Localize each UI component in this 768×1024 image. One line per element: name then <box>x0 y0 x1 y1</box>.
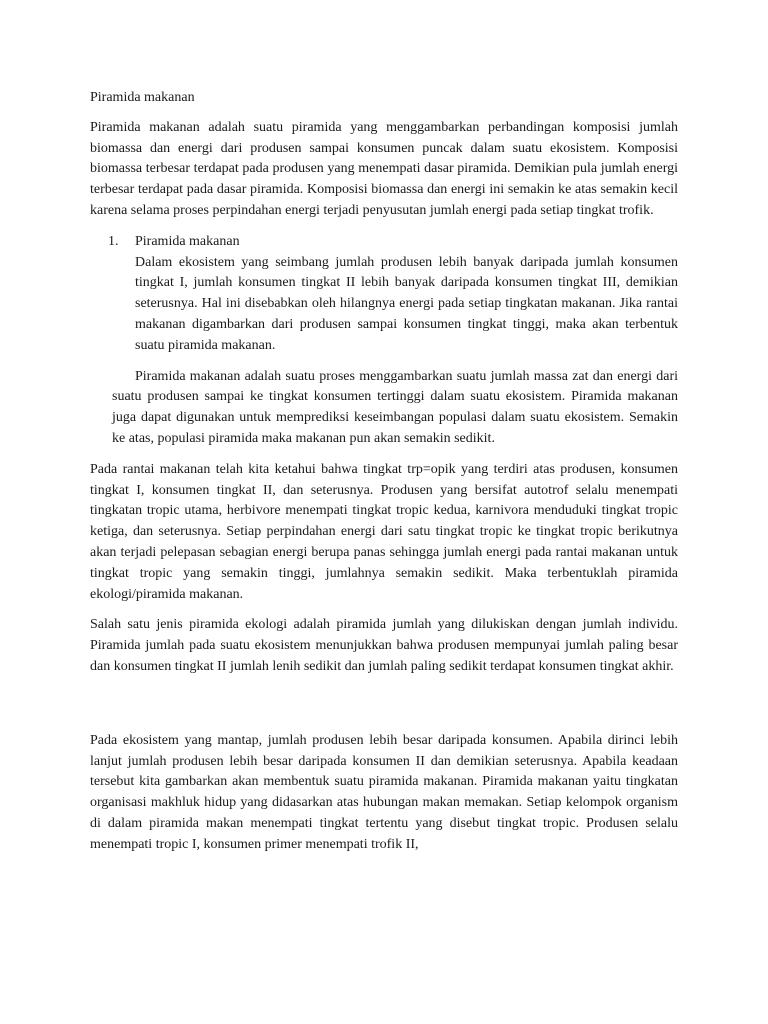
list-item-body: Dalam ekosistem yang seimbang jumlah produsen lebih banyak daripada jumlah konsumen tingkat I, jumlah konsumen tingkat II lebih banyak daripada konsumen tingkat III, demikian seterusnya. Hal ini disebabkan oleh hilangnya energi pada setiap tingkatan makanan. Jika rantai makanan digambarkan dari produsen sampai konsumen tingkat tinggi, maka akan terbentuk suatu piramida makanan. <box>135 254 678 353</box>
paragraph-number-pyramid: Salah satu jenis piramida ekologi adalah piramida jumlah yang dilukiskan dengan jumlah individu. Piramida jumlah pada suatu ekosistem menunjukkan bahwa produsen mempunyai jumlah paling besar dan konsumen tingkat II jumlah lenih sedikit dan jumlah paling sedikit terdapat konsumen tingkat akhir. <box>90 617 678 674</box>
blank-gap <box>90 688 678 731</box>
paragraph-stable-ecosystem: Pada ekosistem yang mantap, jumlah produsen lebih besar daripada konsumen. Apabila dirinci lebih lanjut jumlah produsen lebih besar daripada konsumen II dan demikian seterusnya. Apabila keadaan tersebut kita gambarkan akan membentuk suatu piramida makanan. Piramida makanan yaitu tingkatan organisasi makhluk hidup yang didasarkan atas hubungan makan memakan. Setiap kelompok organism di dalam piramida makan menempati tingkat tertentu yang disebut tingkat tropic. Produsen selalu menempati tropic I, konsumen primer menempati trofik II, <box>90 732 678 852</box>
list-item <box>90 232 678 357</box>
paragraph-trophic-levels: Pada rantai makanan telah kita ketahui bahwa tingkat trp=opik yang terdiri atas produsen, konsumen tingkat I, konsumen tingkat II, dan seterusnya. Produsen yang bersifat autotrof selalu menempati tingkatan tropic utama, herbivore menempati tingkat tropic kedua, karnivora menduduki tingkat tropic ketiga, dan seterusnya. Setiap perpindahan energi dari satu tingkat tropic ke tingkat tropic berikutnya akan terjadi pelepasan sebagian energi berupa panas sehingga jumlah energi pada rantai makanan untuk tingkat tropic yang semakin tinggi, jumlahnya semakin sedikit. Maka terbentuklah piramida ekologi/piramida makanan. <box>90 461 678 602</box>
list-item-heading: Piramida makanan <box>135 233 240 249</box>
indented-paragraph: Piramida makanan adalah suatu proses menggambarkan suatu jumlah massa zat dan energi dari suatu produsen sampai ke tingkat konsumen tertinggi dalam suatu ekosistem. Piramida makanan juga dapat digunakan untuk memprediksi keseimbangan populasi dalam suatu ekosistem. Semakin ke atas, populasi piramida maka makanan pun akan semakin sedikit. <box>112 368 678 446</box>
document-page <box>90 88 678 866</box>
document-title: Piramida makanan <box>90 90 195 105</box>
intro-paragraph: Piramida makanan adalah suatu piramida yang menggambarkan perbandingan komposisi jumlah biomassa dan energi dari produsen sampai konsumen puncak dalam suatu ekosistem. Komposisi biomassa terbesar terdapat pada produsen yang menempati dasar piramida. Demikian pula jumlah energi terbesar terdapat pada dasar piramida. Komposisi biomassa dan energi ini semakin ke atas semakin kecil karena selama proses perpindahan energi terjadi penyusutan jumlah energi pada setiap tingkat trofik. <box>90 119 678 218</box>
list-item-number: 1. <box>108 233 119 249</box>
numbered-list <box>90 232 678 357</box>
